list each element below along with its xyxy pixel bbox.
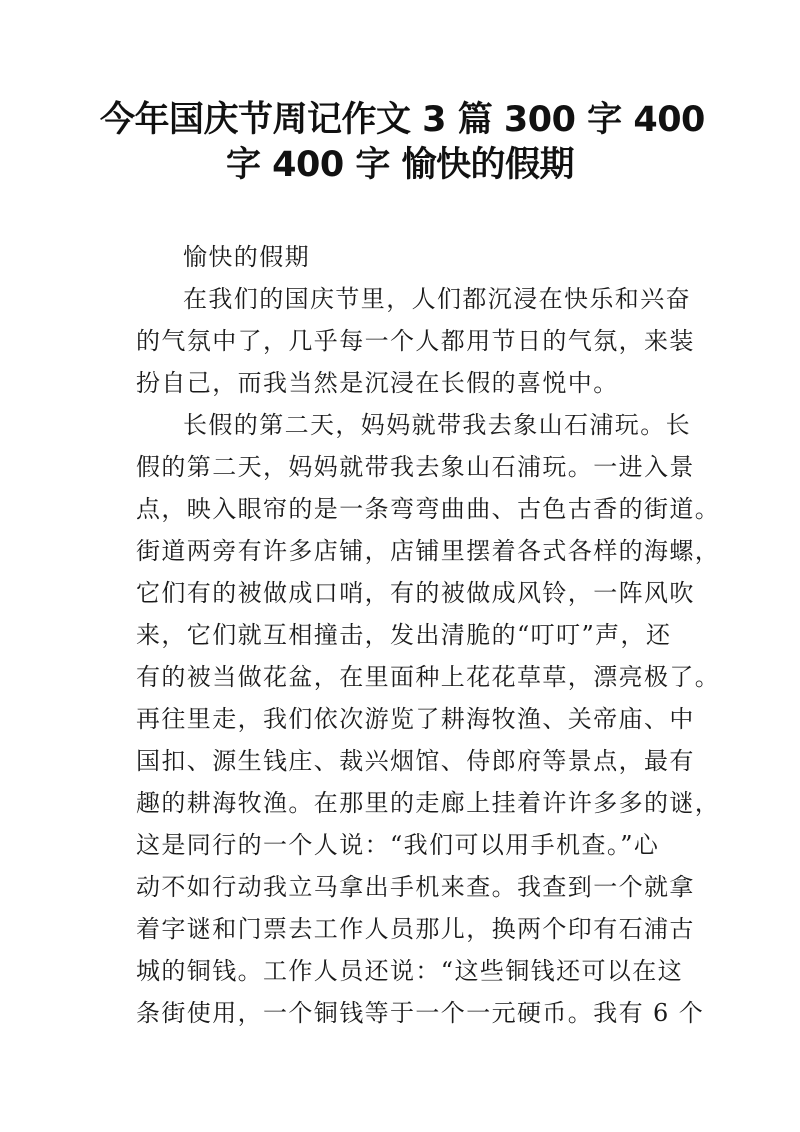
paragraph-line: 扮自己，而我当然是沉浸在长假的喜悦中。: [136, 369, 619, 397]
document-body: [136, 236, 721, 1034]
paragraph-line: 它们有的被做成口哨，有的被做成风铃，一阵风吹: [136, 579, 695, 607]
paragraph-line: 条街使用，一个铜钱等于一个一元硬币。我有 6 个: [136, 999, 705, 1027]
paragraph-line: 再往里走，我们依次游览了耕海牧渔、关帝庙、中: [136, 705, 695, 733]
paragraph-line: 这是同行的一个人说：“我们可以用手机查。”心: [136, 831, 660, 859]
paragraph-line: 城的铜钱。工作人员还说：“这些铜钱还可以在这: [136, 957, 684, 985]
subtitle-line: 愉快的假期: [183, 243, 310, 271]
paragraph-line: 点，映入眼帘的是一条弯弯曲曲、古色古香的街道。: [136, 495, 721, 523]
title-line-2: 字 400 字 愉快的假期: [225, 145, 575, 185]
paragraph-line: 国扣、源生钱庄、裁兴烟馆、侍郎府等景点，最有: [136, 747, 695, 775]
title-line-1: 今年国庆节周记作文 3 篇 300 字 400: [100, 100, 705, 140]
paragraph-line: 的气氛中了，几乎每一个人都用节日的气氛，来装: [136, 327, 695, 355]
paragraph-line: 长假的第二天，妈妈就带我去象山石浦玩。长: [183, 411, 691, 439]
paragraph-line: 动不如行动我立马拿出手机来查。我查到一个就拿: [136, 873, 695, 901]
paragraph-line: 着字谜和门票去工作人员那儿，换两个印有石浦古: [136, 915, 695, 943]
document-title: [100, 98, 705, 188]
paragraph-line: 街道两旁有许多店铺，店铺里摆着各式各样的海螺，: [136, 537, 721, 565]
paragraph-line: 在我们的国庆节里，人们都沉浸在快乐和兴奋: [183, 285, 691, 313]
paragraph-line: 假的第二天，妈妈就带我去象山石浦玩。一进入景: [136, 453, 695, 481]
paragraph-line: 有的被当做花盆，在里面种上花花草草，漂亮极了。: [136, 663, 721, 691]
paragraph-line: 趣的耕海牧渔。在那里的走廊上挂着许许多多的谜，: [136, 789, 721, 817]
paragraph-line: 来，它们就互相撞击，发出清脆的“叮叮”声，还: [136, 621, 672, 649]
